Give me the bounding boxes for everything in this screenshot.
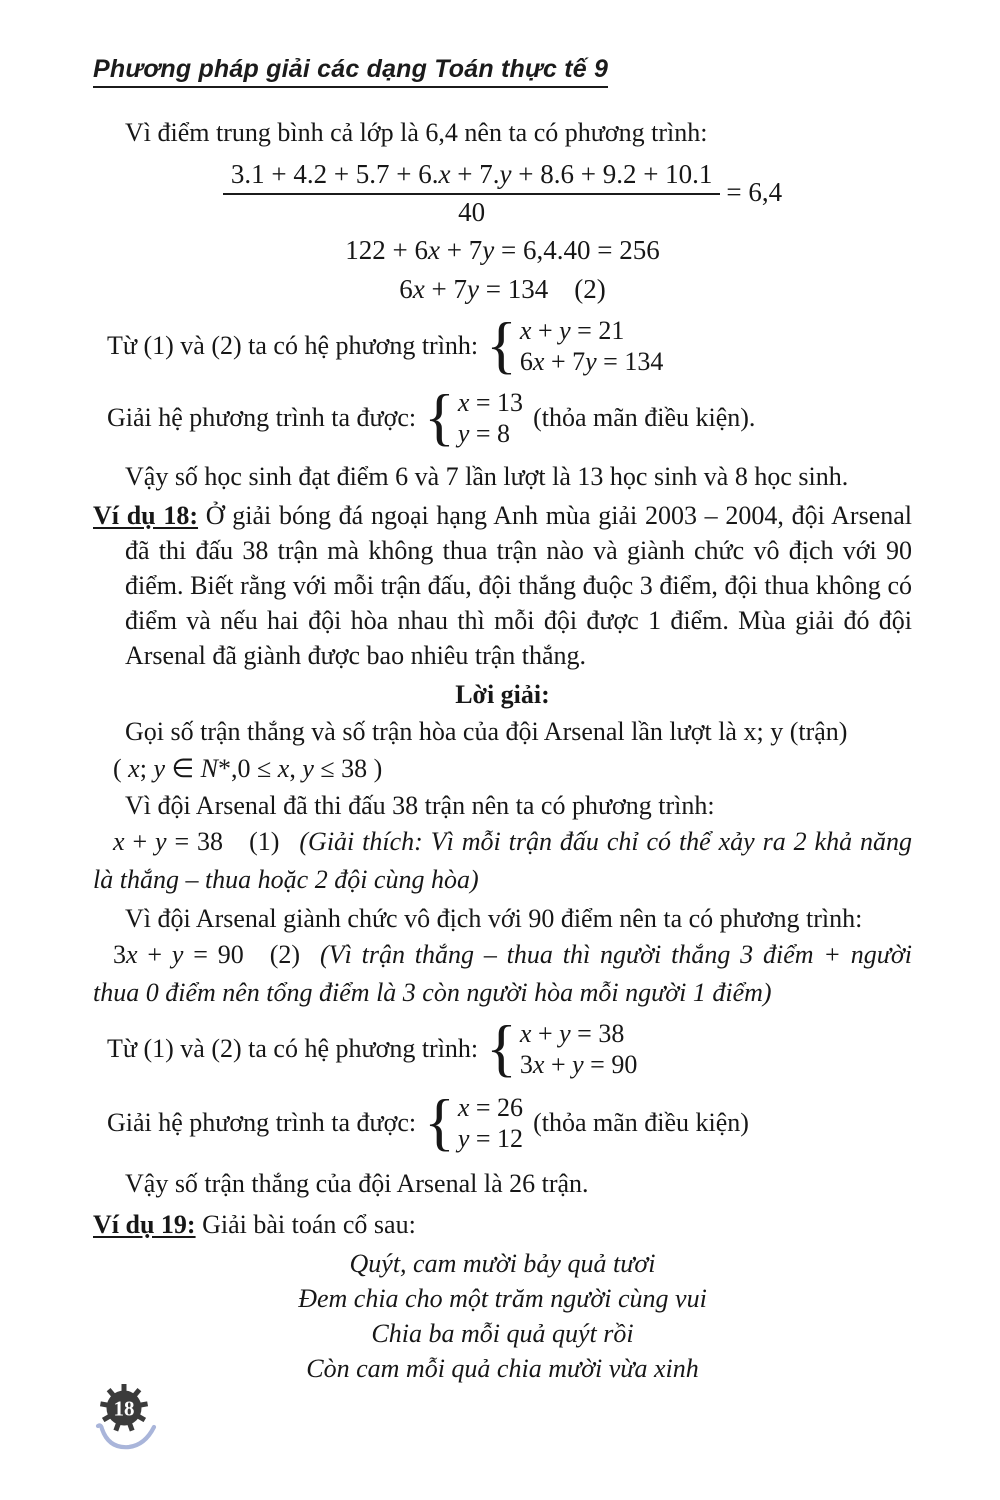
equation-1: x + y = 38 bbox=[113, 827, 224, 856]
system-2-line-2: 3x + y = 90 bbox=[519, 1050, 638, 1079]
equation-2-ref: (2) bbox=[269, 940, 301, 969]
poem-line: Còn cam mỗi quả chia mười vừa xinh bbox=[306, 1354, 699, 1383]
poem-line: Chia ba mỗi quả quýt rồi bbox=[371, 1319, 634, 1348]
solve-intro-2: Giải hệ phương trình ta được: bbox=[107, 1108, 417, 1137]
example-18-problem-text: Ở giải bóng đá ngoại hạng Anh mùa giải 2003 – 2004, đội Arsenal đã thi đấu 38 trận mà không thua trận nào và giành chức vô địch với 90 điểm. Biết rằng với mỗi trận đấu, đội thắng đuộc 3 điểm, đội thua không có điểm và nếu hai đội hòa nhau thì mỗi đội được 1 điểm. Mùa giải đó đội Arsenal đã giành được bao nhiêu trận thắng. bbox=[125, 501, 912, 670]
example-19-intro-text: Giải bài toán cổ sau: bbox=[195, 1210, 416, 1239]
equation-ref-2: (2) bbox=[574, 274, 606, 304]
fraction-numerator: 3.1 + 4.2 + 5.7 + 6.x + 7.y + 8.6 + 9.2 + 10.1 bbox=[223, 158, 721, 195]
equation-reduced bbox=[93, 272, 912, 307]
equation-2: 3x + y = 90 bbox=[113, 940, 244, 969]
solution-2-line-2: y = 12 bbox=[457, 1124, 524, 1153]
page-number-badge bbox=[97, 1381, 155, 1451]
poem-line: Quýt, cam mười bảy quả tươi bbox=[349, 1249, 656, 1278]
call-variables-line: Gọi số trận thắng và số trận hòa của đội Arsenal lần lượt là x; y (trận) bbox=[125, 717, 848, 746]
system-row-1 bbox=[93, 309, 912, 380]
solve-intro-1: Giải hệ phương trình ta được: bbox=[107, 403, 417, 432]
equation-reduced-body: 6x + 7y = 134 bbox=[399, 274, 549, 304]
example-19-intro bbox=[93, 1207, 912, 1242]
conclusion-2: Vậy số trận thắng của đội Arsenal là 26 trận. bbox=[125, 1169, 589, 1198]
fraction bbox=[223, 158, 721, 227]
system-1-line-2: 6x + 7y = 134 bbox=[519, 347, 664, 376]
solution-note-1: (thỏa mãn điều kiện). bbox=[533, 403, 756, 432]
equation-sum: 122 + 6x + 7y = 6,4.40 = 256 bbox=[345, 235, 660, 265]
fraction-rhs: = 6,4 bbox=[726, 177, 783, 207]
variable-condition: ( x; y ∈ N*,0 ≤ x, y ≤ 38 ) bbox=[113, 754, 383, 783]
poem bbox=[93, 1246, 912, 1386]
equation-2-intro: Vì đội Arsenal giành chức vô địch với 90 điểm nên ta có phương trình: bbox=[125, 904, 863, 933]
example-19-label: Ví dụ 19: bbox=[93, 1210, 196, 1239]
solution-1-line-2: y = 8 bbox=[457, 419, 511, 448]
solution-system-1 bbox=[424, 381, 524, 452]
system-row-2 bbox=[93, 1012, 912, 1083]
equation-system-2 bbox=[486, 1012, 638, 1083]
solution-1-line-1: x = 13 bbox=[457, 388, 524, 417]
equation-1-intro: Vì đội Arsenal đã thi đấu 38 trận nên ta có phương trình: bbox=[125, 791, 715, 820]
left-brace: { bbox=[424, 1086, 455, 1157]
system-2-line-1: x + y = 38 bbox=[519, 1019, 625, 1048]
left-brace: { bbox=[486, 309, 517, 380]
running-header: Phương pháp giải các dạng Toán thực tế 9 bbox=[93, 55, 608, 88]
equation-1-ref: (1) bbox=[249, 827, 280, 856]
system-intro-1: Từ (1) và (2) ta có hệ phương trình: bbox=[107, 331, 479, 360]
equation-2-note: (Vì trận thắng – thua thì người thắng 3 điểm + người thua 0 điểm nên tổng điểm là 3 còn người hòa mỗi người 1 điểm) bbox=[93, 940, 912, 1007]
system-1-line-1: x + y = 21 bbox=[519, 316, 625, 345]
conclusion-1: Vậy số học sinh đạt điểm 6 và 7 lần lượt là 13 học sinh và 8 học sinh. bbox=[125, 462, 849, 491]
equation-2-line bbox=[93, 936, 912, 1012]
system-intro-2: Từ (1) và (2) ta có hệ phương trình: bbox=[107, 1034, 479, 1063]
solution-note-2: (thỏa mãn điều kiện) bbox=[533, 1108, 749, 1137]
equation-1-line bbox=[93, 823, 912, 899]
solution-2-line-1: x = 26 bbox=[457, 1093, 524, 1122]
page-number: 18 bbox=[113, 1396, 135, 1421]
paragraph-average-intro: Vì điểm trung bình cả lớp là 6,4 nên ta có phương trình: bbox=[125, 118, 708, 147]
solution-row-1 bbox=[93, 381, 912, 452]
solution-system-2 bbox=[424, 1086, 524, 1157]
left-brace: { bbox=[486, 1012, 517, 1083]
example-18-problem bbox=[93, 498, 912, 673]
equation-1-note: (Giải thích: Vì mỗi trận đấu chỉ có thể xảy ra 2 khả năng là thắng – thua hoặc 2 đội cùng hòa) bbox=[93, 827, 912, 894]
fraction-denominator: 40 bbox=[458, 197, 486, 227]
solution-heading: Lời giải: bbox=[455, 680, 550, 709]
left-brace: { bbox=[424, 381, 455, 452]
poem-line: Đem chia cho một trăm người cùng vui bbox=[298, 1284, 707, 1313]
equation-system-1 bbox=[486, 309, 664, 380]
example-18-label: Ví dụ 18: bbox=[93, 501, 199, 530]
gear-icon bbox=[97, 1381, 151, 1435]
solution-row-2 bbox=[93, 1086, 912, 1157]
equation-average-fraction bbox=[93, 158, 912, 227]
